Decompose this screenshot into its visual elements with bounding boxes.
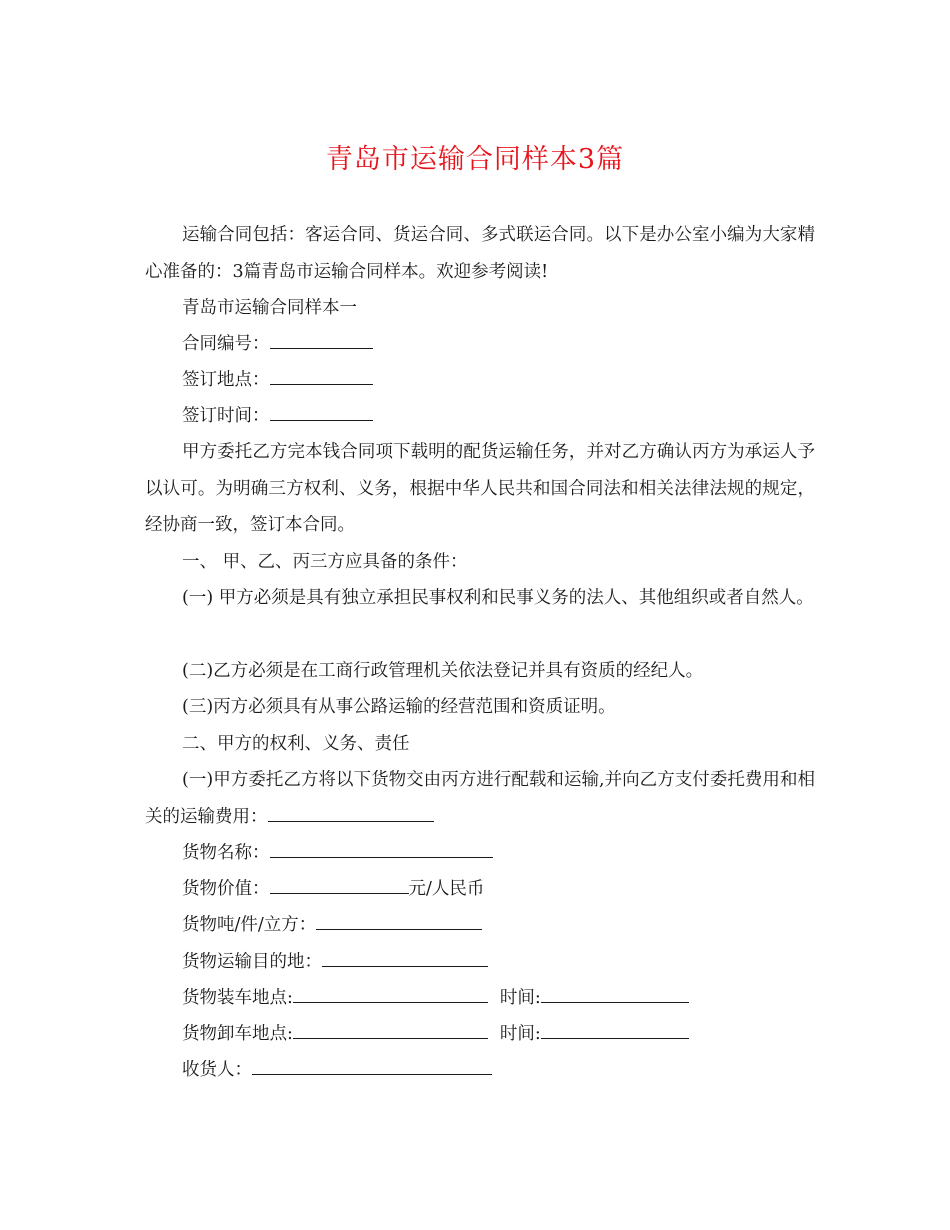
sign-time-blank — [270, 398, 373, 421]
transport-fee-blank — [268, 799, 434, 822]
unloading-time-blank — [541, 1016, 689, 1039]
consignee-label: 收货人： — [182, 1060, 252, 1080]
section-title: 青岛市运输合同样本一 — [182, 298, 357, 318]
condition-item-1: (一) 甲方必须是具有独立承担民事权利和民事义务的法人、其他组织或者自然人。 — [182, 588, 814, 608]
goods-value-label: 货物价值： — [182, 879, 270, 899]
condition-item-2: (二)乙方必须是在工商行政管理机关依法登记并具有资质的经纪人。 — [182, 661, 704, 681]
goods-name-label: 货物名称： — [182, 843, 270, 863]
sign-time-label: 签订时间： — [182, 406, 270, 426]
loading-place-blank — [293, 980, 488, 1003]
intro-paragraph: 运输合同包括：客运合同、货运合同、多式联运合同。以下是办公室小编为大家精心准备的：3篇青岛市运输合同样本。欢迎参考阅读! — [145, 225, 815, 282]
goods-value-unit: 元/人民币 — [408, 879, 485, 899]
sign-place-line — [145, 362, 815, 399]
heading-conditions: 一、 甲、乙、丙三方应具备的条件： — [182, 552, 468, 572]
condition-item-3: (三)丙方必须具有从事公路运输的经营范围和资质证明。 — [182, 697, 616, 717]
goods-name-blank — [270, 835, 493, 858]
sign-place-label: 签订地点： — [182, 370, 270, 390]
goods-destination-line — [145, 944, 815, 981]
loading-place-label: 货物装车地点: — [182, 988, 293, 1008]
unloading-time-label: 时间: — [499, 1024, 541, 1044]
goods-value-line — [145, 871, 815, 908]
party-a-item-1 — [145, 762, 815, 835]
document-title: 青岛市运输合同样本3篇 — [325, 144, 625, 175]
consignee-line — [145, 1052, 815, 1089]
unloading-line — [145, 1016, 815, 1053]
loading-time-label: 时间: — [499, 988, 541, 1008]
contract-number-label: 合同编号： — [182, 334, 270, 354]
consignee-blank — [252, 1052, 492, 1075]
unloading-place-blank — [293, 1016, 488, 1039]
loading-line — [145, 980, 815, 1017]
unloading-place-label: 货物卸车地点: — [182, 1024, 293, 1044]
heading-party-a-rights: 二、甲方的权利、义务、责任 — [182, 734, 410, 754]
loading-time-blank — [541, 980, 689, 1003]
goods-quantity-label: 货物吨/件/立方： — [182, 915, 317, 935]
goods-name-line — [145, 835, 815, 872]
goods-destination-blank — [322, 944, 488, 967]
goods-destination-label: 货物运输目的地： — [182, 952, 322, 972]
contract-number-line — [145, 326, 815, 363]
goods-value-blank — [270, 871, 409, 894]
goods-quantity-line — [145, 907, 815, 944]
sign-place-blank — [270, 362, 373, 385]
preamble-paragraph: 甲方委托乙方完本钱合同项下载明的配货运输任务，并对乙方确认丙方为承运人予以认可。为明确三方权利、义务，根据中华人民共和国合同法和相关法律法规的规定，经协商一致，签订本合同。 — [145, 442, 815, 535]
goods-quantity-blank — [316, 907, 482, 930]
sign-time-line — [145, 398, 815, 435]
party-a-item-1-text: (一)甲方委托乙方将以下货物交由丙方进行配载和运输,并向乙方支付委托费用和相关的运输费用： — [145, 770, 815, 827]
contract-number-blank — [270, 326, 373, 349]
